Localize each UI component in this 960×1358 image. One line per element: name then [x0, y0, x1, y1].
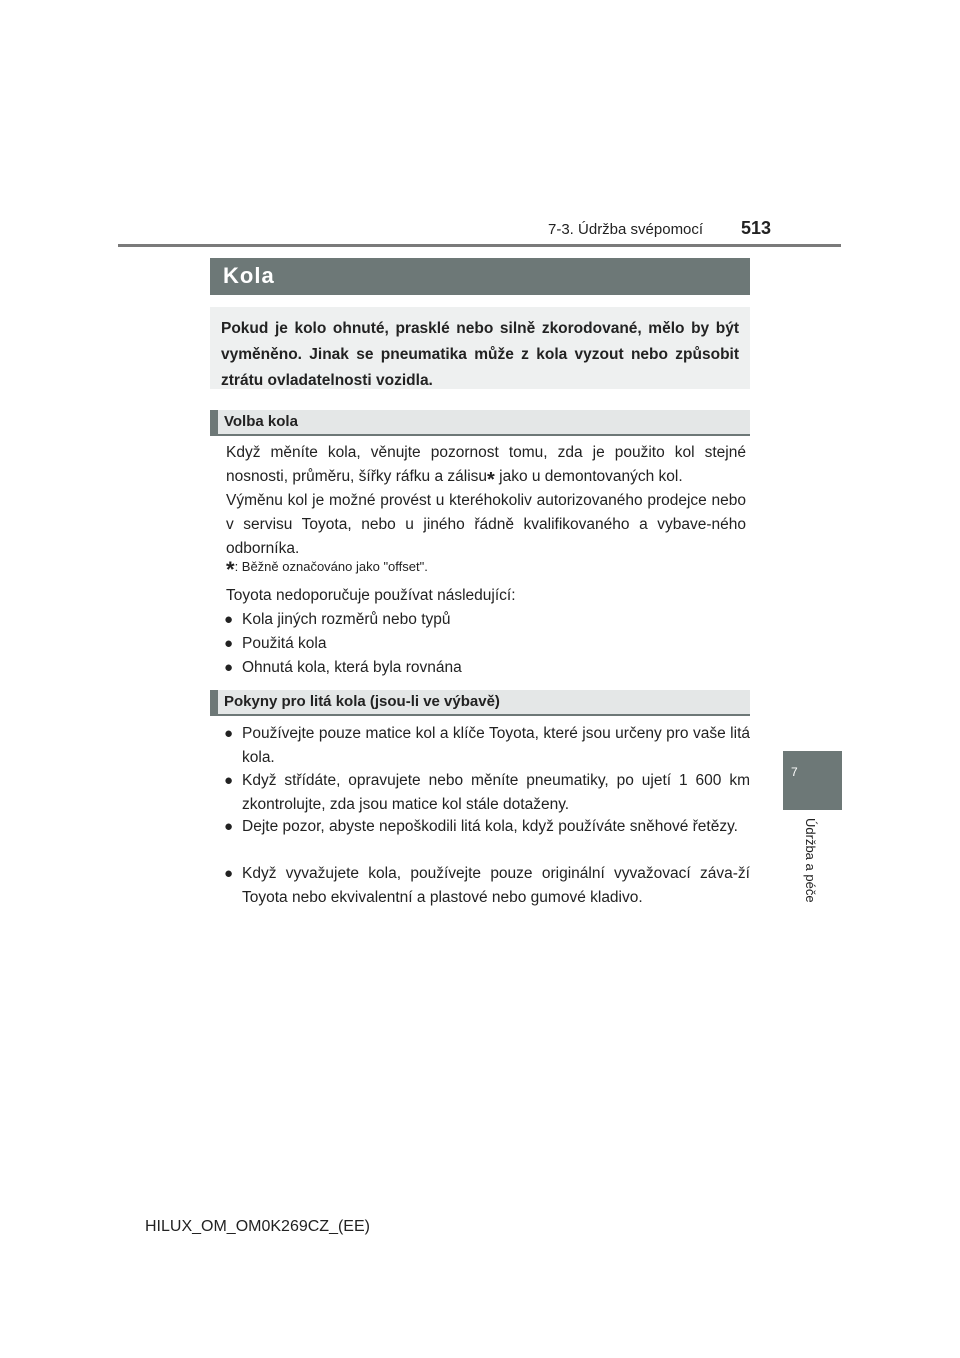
- page-number: 513: [741, 218, 772, 238]
- list-item-text: Kola jiných rozměrů nebo typů: [242, 611, 451, 628]
- list-item: [224, 862, 750, 910]
- paragraph-text: jako u demontovaných kol.: [494, 468, 683, 485]
- bullet-icon: ●: [224, 635, 234, 652]
- bullet-icon: ●: [224, 659, 234, 676]
- list-item: [224, 656, 750, 680]
- list-item: [224, 722, 750, 770]
- paragraph-text: Když měníte kola, věnujte pozornost tomu, zda je použito kol stejné nosnosti, průměru, šířky ráfku a zálisu: [226, 444, 746, 485]
- bullet-icon: ●: [224, 818, 234, 835]
- bullet-icon: ●: [224, 772, 234, 789]
- header-rule: [118, 244, 841, 247]
- footnote: [226, 557, 428, 583]
- list-item-text: Když střídáte, opravujete nebo měníte pneumatiky, po ujetí 1 600 km zkontrolujte, zda jsou matice kol stále dotaženy.: [242, 772, 750, 813]
- chapter-tab: [783, 751, 842, 810]
- page-title: Kola: [210, 258, 750, 295]
- bullet-icon: ●: [224, 865, 234, 882]
- paragraph-wheel-choice: [226, 441, 746, 489]
- bullet-icon: ●: [224, 725, 234, 742]
- list-item: [224, 632, 750, 656]
- chapter-label: Údržba a péče: [803, 818, 818, 903]
- footnote-asterisk: *: [226, 557, 235, 582]
- paragraph-replacement: Výměnu kol je možné provést u kteréhokoliv autorizovaného prodejce nebo v servisu Toyota, nebo u jiného řádně kvalifikovaného a vybave-ného odborníka.: [226, 492, 746, 557]
- asterisk-marker: *: [487, 469, 495, 491]
- section-header: 7-3. Údržba svépomocí: [548, 221, 704, 238]
- list-item-text: Když vyvažujete kola, používejte pouze originální vyvažovací záva-ží Toyota nebo ekvivalentní a plastové nebo gumové kladivo.: [242, 865, 750, 906]
- subheading-alloy-wheels: Pokyny pro litá kola (jsou-li ve výbavě): [210, 690, 750, 716]
- list-item-text: Dejte pozor, abyste nepoškodili litá kola, když používáte sněhové řetězy.: [242, 818, 738, 835]
- footnote-text: : Běžně označováno jako "offset".: [234, 559, 428, 574]
- list-item: [224, 608, 750, 632]
- list-item: [224, 769, 750, 817]
- list-item-text: Použitá kola: [242, 635, 327, 652]
- list-item-text: Ohnutá kola, která byla rovnána: [242, 659, 462, 676]
- chapter-number: 7: [791, 765, 798, 779]
- subheading-wheel-choice: Volba kola: [210, 410, 750, 436]
- list-item: [224, 815, 750, 839]
- intro-box: Pokud je kolo ohnuté, prasklé nebo silně zkorodované, mělo by být vyměněno. Jinak se pneumatika může z kola vyzout nebo způsobit ztrátu ovladatelnosti vozidla.: [210, 307, 750, 389]
- list-item-text: Používejte pouze matice kol a klíče Toyota, které jsou určeny pro vaše litá kola.: [242, 725, 750, 766]
- bullet-icon: ●: [224, 611, 234, 628]
- document-code: HILUX_OM_OM0K269CZ_(EE): [145, 1218, 370, 1235]
- paragraph-not-recommended: Toyota nedoporučuje používat následující:: [226, 587, 516, 604]
